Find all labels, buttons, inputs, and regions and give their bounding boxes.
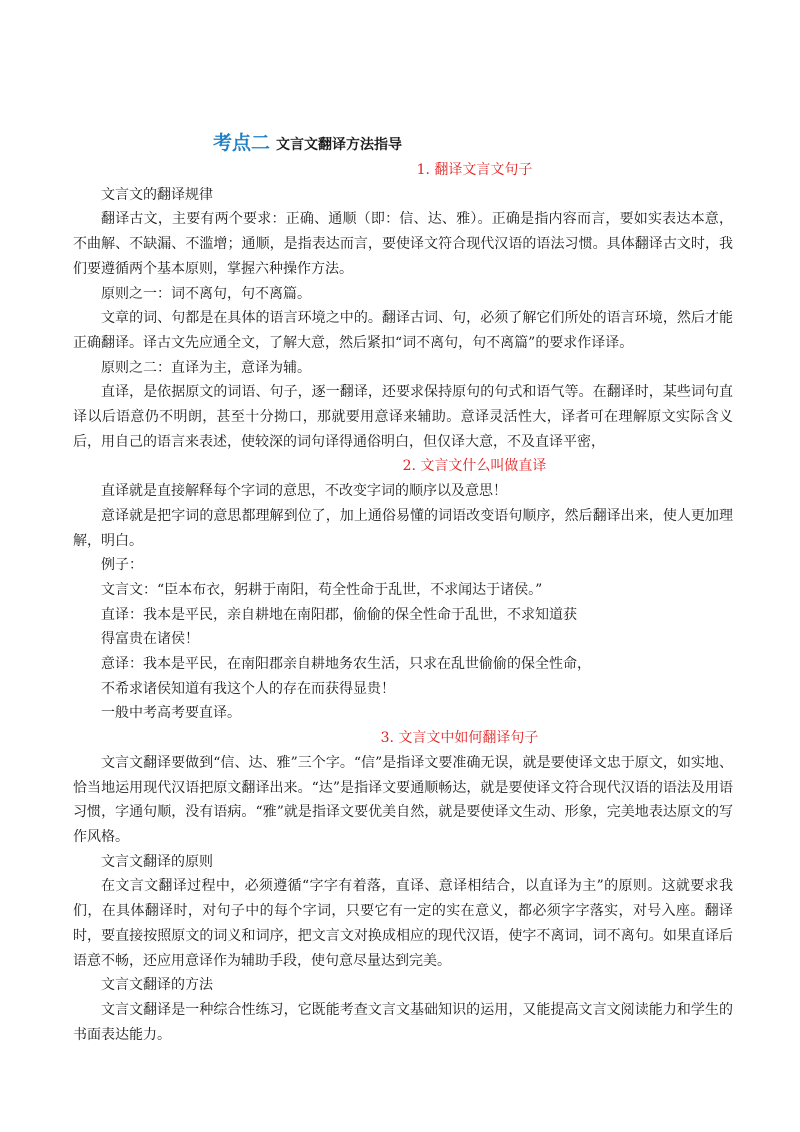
title-sub: 文言文翻译方法指导 (276, 137, 403, 153)
paragraph: 文言文翻译是一种综合性练习，它既能考查文言文基础知识的运用，又能提高文言文阅读能力和学生的书面表达能力。 (73, 1001, 733, 1043)
paragraph: 例子： (101, 557, 143, 574)
paragraph: 文言文翻译要做到“信、达、雅”三个字。“信”是指译文要准确无误，就是要使译文忠于原文，如实地、恰当地运用现代汉语把原文翻译出来。“达”是指译文要通顺畅达，就是要使译文符合现代汉语的语法及用语习惯，字通句顺，没有语病。“雅”就是指译文要优美自然，就是要使译文生动、形象，完美地表达原文的写作风格。 (73, 754, 733, 845)
document-body (73, 158, 733, 1047)
paragraph: 直译：我本是平民，亲自耕地在南阳郡，偷偷的保全性命于乱世，不求知道获 (101, 606, 577, 623)
paragraph: 文章的词、句都是在具体的语言环境之中的。翻译古词、句，必须了解它们所处的语言环境，然后才能正确翻译。译古文先应通全文，了解大意，然后紧扣“词不离句，句不离篇”的要求作译译。 (73, 310, 733, 351)
title-main: 考点二 (213, 132, 271, 154)
page-title (213, 128, 402, 155)
paragraph: 在文言文翻译过程中，必须遵循“字字有着落，直译、意译相结合，以直译为主”的原则。这就要求我们，在具体翻译时，对句子中的每个字词，只要它有一定的实在意义，都必须字字落实，对号入座。翻译时，要直接按照原文的词义和词序，把文言文对换成相应的现代汉语，使字不离词，词不离句。如果直译后语意不畅，还应用意译作为辅助手段，使句意尽量达到完美。 (73, 878, 733, 969)
paragraph: 意译：我本是平民，在南阳郡亲自耕地务农生活，只求在乱世偷偷的保全性命， (101, 656, 591, 673)
paragraph: 文言文：“臣本布衣，躬耕于南阳，苟全性命于乱世，不求闻达于诸侯。” (101, 581, 543, 598)
section-heading-1: 1. 翻译文言文句子 (416, 162, 533, 178)
section-heading-3: 3. 文言文中如何翻译句子 (380, 730, 539, 747)
paragraph: 直译就是直接解释每个字词的意思，不改变字词的顺序以及意思！ (101, 483, 507, 500)
paragraph: 不希求诸侯知道有我这个人的存在而获得显贵！ (101, 680, 395, 697)
paragraph: 翻译古文，主要有两个要求：正确、通顺（即：信、达、雅）。正确是指内容而言，要如实表达本意，不曲解、不缺漏、不滥增；通顺，是指表达而言，要使译文符合现代汉语的语法习惯。具体翻译古文时，我们要遵循两个基本原则，掌握六种操作方法。 (73, 211, 733, 277)
paragraph: 一般中考高考要直译。 (101, 705, 241, 722)
paragraph: 直译，是依据原文的词语、句子，逐一翻译，还要求保持原句的句式和语气等。在翻译时，某些词句直译以后语意仍不明朗，甚至十分拗口，那就要用意译来辅助。意译灵活性大，译者可在理解原文实际含义后，用自己的语言来表述，使较深的词句译得通俗明白，但仅译大意，不及直译平密， (73, 384, 733, 450)
paragraph: 原则之二：直译为主，意译为辅。 (101, 359, 311, 376)
paragraph: 文言文翻译的方法 (101, 977, 213, 994)
paragraph: 得富贵在诸侯！ (101, 631, 199, 648)
paragraph: 文言文翻译的原则 (101, 853, 213, 870)
paragraph: 文言文的翻译规律 (101, 186, 213, 203)
paragraph: 意译就是把字词的意思都理解到位了，加上通俗易懂的词语改变语句顺序，然后翻译出来，使人更加理解，明白。 (73, 507, 733, 549)
section-heading-2: 2. 文言文什么叫做直译 (402, 458, 547, 475)
paragraph: 原则之一：词不离句，句不离篇。 (101, 285, 311, 302)
